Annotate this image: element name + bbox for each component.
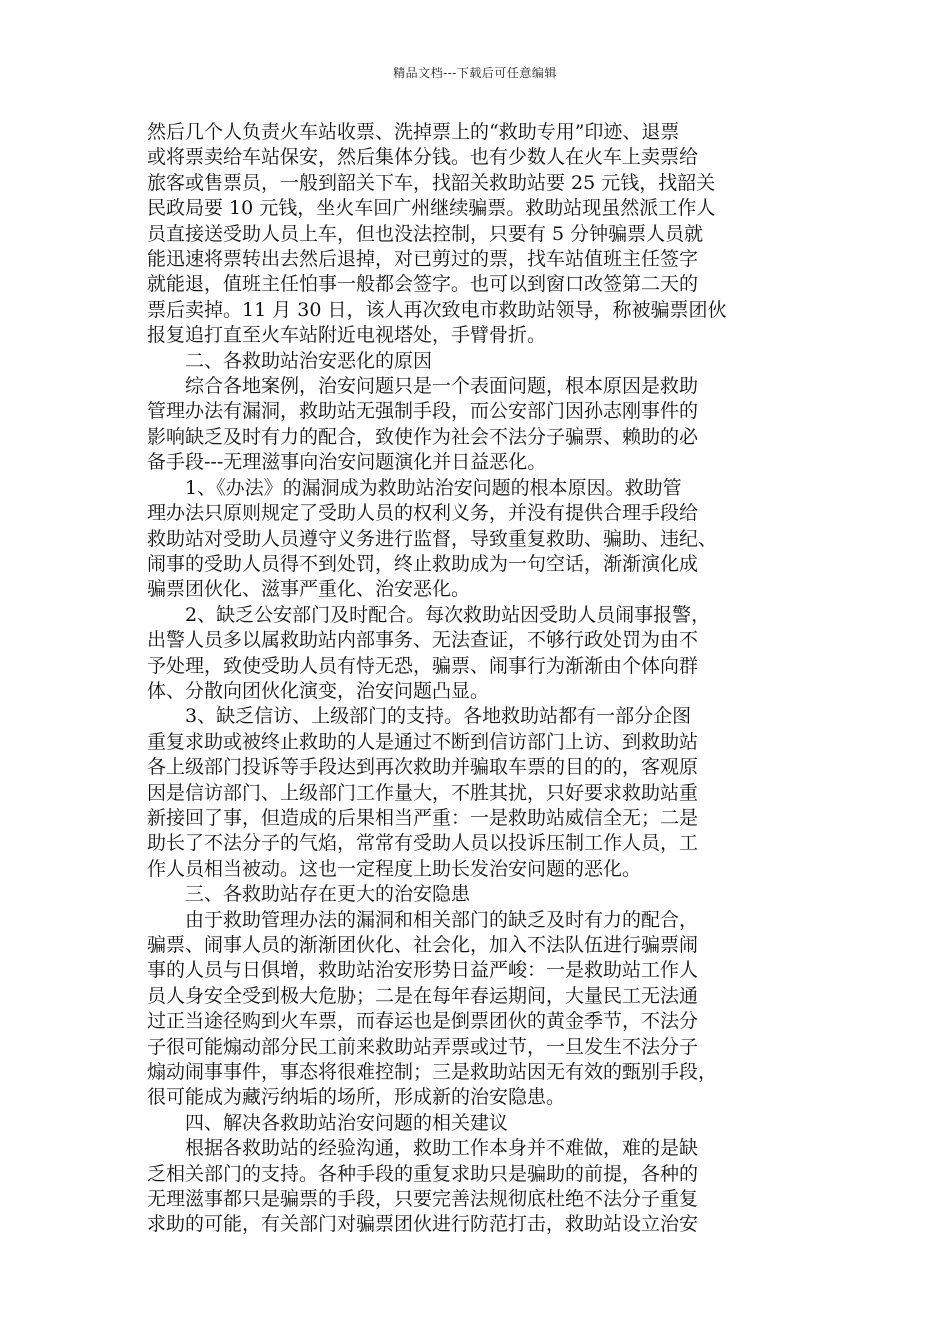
text-line: 能迅速将票转出去然后退掉，对已剪过的票，找车站值班主任签字 <box>147 248 699 271</box>
page-header: 精品文档---下载后可任意编辑 <box>393 66 557 80</box>
heading-section-2: 二、各救助站治安恶化的原因 <box>185 349 433 372</box>
document-body <box>147 120 812 1238</box>
text-line: 备手段---无理滋事向治安问题演化并日益恶化。 <box>147 451 547 474</box>
text-line: 员人身安全受到极大危胁；二是在每年春运期间，大量民工无法通 <box>147 984 699 1007</box>
paragraph-5 <box>147 704 812 882</box>
text-line: 各上级部门投诉等手段达到再次救助并骗取车票的目的的，客观原 <box>147 756 699 779</box>
paragraph-7 <box>147 1136 812 1238</box>
text-line: 或将票卖给车站保安，然后集体分钱。也有少数人在火车上卖票给 <box>147 146 699 169</box>
text-line: 无理滋事都只是骗票的手段，只要完善法规彻底杜绝不法分子重复 <box>147 1188 699 1211</box>
text-line: 煽动闹事事件，事态将很难控制；三是救助站因无有效的甄别手段， <box>147 1061 718 1084</box>
text-line: 员直接送受助人员上车，但也没法控制，只要有 5 分钟骗票人员就 <box>147 222 704 245</box>
text-line: 很可能成为藏污纳垢的场所，形成新的治安隐患。 <box>147 1086 566 1109</box>
text-line: 作人员相当被动。这也一定程度上助长发治安问题的恶化。 <box>147 857 642 880</box>
text-line: 管理办法有漏洞，救助站无强制手段，而公安部门因孙志刚事件的 <box>147 400 699 423</box>
paragraph-6 <box>147 908 812 1111</box>
text-line: 民政局要 10 元钱，坐火车回广州继续骗票。救助站现虽然派工作人 <box>147 197 716 220</box>
text-line: 重复求助或被终止救助的人是通过不断到信访部门上访、到救助站 <box>147 730 699 753</box>
text-line: 由于救助管理办法的漏洞和相关部门的缺乏及时有力的配合， <box>185 908 699 931</box>
paragraph-3 <box>147 476 812 603</box>
text-line: 综合各地案例，治安问题只是一个表面问题，根本原因是救助 <box>185 375 699 398</box>
text-line: 子很可能煽动部分民工前来救助站弄票或过节，一旦发生不法分子 <box>147 1035 699 1058</box>
text-line: 票后卖掉。11 月 30 日，该人再次致电市救助站领导，称被骗票团伙 <box>147 298 727 321</box>
text-line: 救助站对受助人员遵守义务进行监督，导致重复救助、骗助、违纪、 <box>147 527 718 550</box>
text-line: 骗票团伙化、滋事严重化、治安恶化。 <box>147 578 471 601</box>
heading-section-4: 四、解决各救助站治安问题的相关建议 <box>185 1111 509 1134</box>
text-line: 乏相关部门的支持。各种手段的重复求助只是骗助的前提，各种的 <box>147 1162 699 1185</box>
text-line: 新接回了事，但造成的后果相当严重：一是救助站威信全无；二是 <box>147 806 699 829</box>
text-line: 体、分散向团伙化演变，治安问题凸显。 <box>147 679 490 702</box>
heading-section-3: 三、各救助站存在更大的治安隐患 <box>185 883 471 906</box>
text-line: 过正当途径购到火车票，而春运也是倒票团伙的黄金季节，不法分 <box>147 1010 699 1033</box>
text-line: 就能退，值班主任怕事一般都会签字。也可以到窗口改签第二天的 <box>147 273 699 296</box>
text-line: 助长了不法分子的气焰，常常有受助人员以投诉压制工作人员，工 <box>147 832 699 855</box>
text-line: 影响缺乏及时有力的配合，致使作为社会不法分子骗票、赖助的必 <box>147 425 699 448</box>
text-line: 因是信访部门、上级部门工作量大，不胜其扰，只好要求救助站重 <box>147 781 699 804</box>
text-line: 1、《办法》的漏洞成为救助站治安问题的根本原因。救助管 <box>185 476 682 499</box>
text-line: 闹事的受助人员得不到处罚，终止救助成为一句空话，渐渐演化成 <box>147 552 699 575</box>
text-line: 骗票、闹事人员的渐渐团伙化、社会化，加入不法队伍进行骗票闹 <box>147 934 699 956</box>
text-line: 理办法只原则规定了受助人员的权利义务，并没有提供合理手段给 <box>147 502 699 525</box>
text-line: 2、缺乏公安部门及时配合。每次救助站因受助人员闹事报警， <box>185 603 711 626</box>
text-line: 报复追打直至火车站附近电视塔处，手臂骨折。 <box>147 324 547 347</box>
text-line: 旅客或售票员，一般到韶关下车，找韶关救助站要 25 元钱，找韶关 <box>147 171 716 194</box>
paragraph-2 <box>147 374 812 476</box>
paragraph-1 <box>147 120 812 349</box>
paragraph-4 <box>147 603 812 705</box>
text-line: 根据各救助站的经验沟通，救助工作本身并不难做，难的是缺 <box>185 1137 699 1160</box>
text-line: 求助的可能，有关部门对骗票团伙进行防范打击，救助站设立治安 <box>147 1213 699 1236</box>
text-line: 予处理，致使受助人员有恃无恐，骗票、闹事行为渐渐由个体向群 <box>147 654 699 677</box>
text-line: 然后几个人负责火车站收票、洗掉票上的“救助专用”印迹、退票 <box>147 121 680 143</box>
text-line: 3、缺乏信访、上级部门的支持。各地救助站都有一部分企图 <box>185 705 692 728</box>
text-line: 出警人员多以属救助站内部事务、无法查证，不够行政处罚为由不 <box>147 629 699 652</box>
text-line: 事的人员与日俱增，救助站治安形势日益严峻：一是救助站工作人 <box>147 959 699 982</box>
